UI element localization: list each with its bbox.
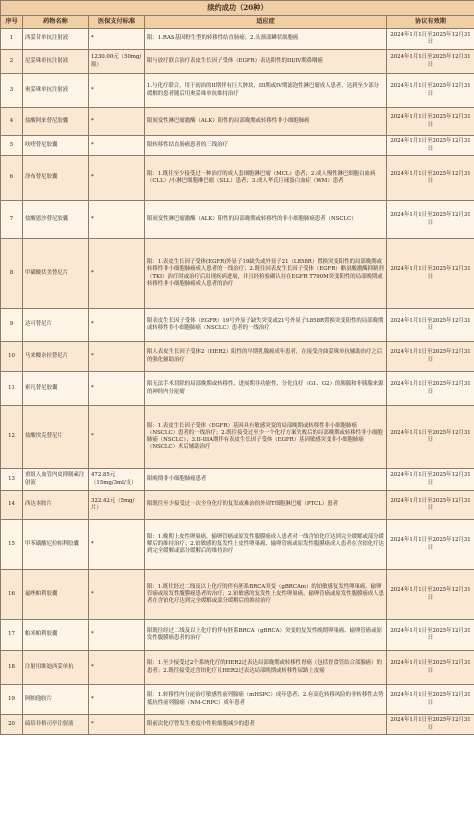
table-row	[1, 108, 474, 136]
validity-period: 2024年1月1日至2025年12月31日	[387, 309, 474, 342]
table-row	[1, 74, 474, 108]
drug-name: 甲苯磺酸尼拉帕利胶囊	[23, 520, 89, 570]
payment-standard: *	[89, 136, 145, 156]
indication: 1.与化疗联合，用于初治的II期伴有巨大肿块、III期或IV期滤泡性淋巴瘤成人患者，达到至少部分缓解的患者随后用奥妥珠单抗维持治疗	[145, 74, 387, 108]
row-index: 12	[1, 406, 23, 469]
row-index: 7	[1, 201, 23, 239]
validity-period: 2024年1月1日至2025年12月31日	[387, 239, 474, 309]
row-index: 18	[1, 651, 23, 685]
row-index: 5	[1, 136, 23, 156]
validity-period: 2024年1月1日至2025年12月31日	[387, 715, 474, 735]
payment-standard: *	[89, 715, 145, 735]
row-index: 20	[1, 715, 23, 735]
indication: 限间变性淋巴瘤激酶（ALK）阳性的局部晚期或转移性的非小细胞肺癌患者（NSCLC）	[145, 201, 387, 239]
table-row	[1, 156, 474, 201]
payment-standard: *	[89, 685, 145, 715]
payment-standard: *	[89, 520, 145, 570]
payment-standard: *	[89, 570, 145, 620]
drug-name: 奥妥珠单抗注射液	[23, 74, 89, 108]
validity-period: 2024年1月1日至2025年12月31日	[387, 156, 474, 201]
row-index: 14	[1, 491, 23, 520]
indication: 限转移性结直肠癌患者的三线治疗	[145, 136, 387, 156]
row-index: 17	[1, 620, 23, 651]
drug-name: 重组人血管内皮抑制素注射液	[23, 469, 89, 491]
indication: 限与放疗联合治疗表皮生长因子受体（EGFR）表达阳性的III/IV期鼻咽癌	[145, 50, 387, 74]
table-title: 续约成功（20种）	[1, 1, 474, 16]
row-index: 19	[1, 685, 23, 715]
validity-period: 2024年1月1日至2025年12月31日	[387, 620, 474, 651]
table-row	[1, 201, 474, 239]
payment-standard: *	[89, 156, 145, 201]
validity-period: 2024年1月1日至2025年12月31日	[387, 685, 474, 715]
validity-period: 2024年1月1日至2025年12月31日	[387, 372, 474, 406]
row-index: 15	[1, 520, 23, 570]
row-index: 9	[1, 309, 23, 342]
payment-standard: *	[89, 372, 145, 406]
payment-standard: *	[89, 620, 145, 651]
header-index: 序号	[1, 16, 23, 29]
payment-standard: 472.85元（15mg/3ml/支）	[89, 469, 145, 491]
indication: 限晚期非小细胞肺癌患者	[145, 469, 387, 491]
drug-name: 盐酸恩沙替尼胶囊	[23, 201, 89, 239]
table-row	[1, 239, 474, 309]
validity-period: 2024年1月1日至2025年12月31日	[387, 50, 474, 74]
indication: 限无法手术切除的局部晚期或转移性、进展期非功能性、分化良好（G1、G2）的胰腺和非胰腺来源的神经内分泌瘤	[145, 372, 387, 406]
payment-standard: *	[89, 74, 145, 108]
indication: 限：1.既往经过二线及以上化疗的伴有胚系BRCA突变（gBRCAm）的铂敏感复发性卵巢癌、输卵管癌或原发性腹膜癌患者的治疗；2.铂敏感的复发性上皮性卵巢癌、输卵管癌或原发性腹膜癌成人患者在含铂化疗达到完全缓解或部分缓解后的维持治疗	[145, 570, 387, 620]
indication: 限表皮生长因子受体（EGFR）19号外显子缺失突变或21号外显子L858R置换突变阳性的局部晚期或转移性非小细胞肺癌（NSCLC）患者的一线治疗	[145, 309, 387, 342]
row-index: 3	[1, 74, 23, 108]
row-index: 1	[1, 29, 23, 50]
row-index: 11	[1, 372, 23, 406]
indication: 限前次化疗曾发生重度中性粒细胞减少的患者	[145, 715, 387, 735]
drug-name: 西达本胺片	[23, 491, 89, 520]
row-index: 10	[1, 342, 23, 372]
drug-name: 注射用维迪西妥单抗	[23, 651, 89, 685]
row-index: 6	[1, 156, 23, 201]
table-row	[1, 406, 474, 469]
validity-period: 2024年1月1日至2025年12月31日	[387, 406, 474, 469]
payment-standard: *	[89, 29, 145, 50]
table-row	[1, 469, 474, 491]
indication: 限：1.至少接受过2个系统化疗的HER2过表达局部晚期或转移性胃癌（包括胃食管结合部腺癌）的患者；2.既往接受过含铂化疗且HER2过表达局部晚期或转移性尿路上皮癌	[145, 651, 387, 685]
indication: 限既往经过二线及以上化疗的伴有胚系BRCA（gBRCA）突变的复发性晚期卵巢癌、输卵管癌或原发性腹膜癌患者的治疗	[145, 620, 387, 651]
indication: 限间变性淋巴瘤激酶（ALK）阳性的局部晚期或转移性非小细胞肺癌	[145, 108, 387, 136]
payment-standard: 1230.00元（50mg/瓶）	[89, 50, 145, 74]
drug-name: 尼妥珠单抗注射液	[23, 50, 89, 74]
row-index: 4	[1, 108, 23, 136]
drug-name: 索凡替尼胶囊	[23, 372, 89, 406]
validity-period: 2024年1月1日至2025年12月31日	[387, 342, 474, 372]
table-row	[1, 29, 474, 50]
drug-name: 硫培非格司亭注射液	[23, 715, 89, 735]
drug-name: 氟唑帕利胶囊	[23, 570, 89, 620]
table-row	[1, 491, 474, 520]
header-drug-name: 药物名称	[23, 16, 89, 29]
drug-name: 西妥昔单抗注射液	[23, 29, 89, 50]
drug-name: 呋喹替尼胶囊	[23, 136, 89, 156]
payment-standard: *	[89, 108, 145, 136]
table-row	[1, 342, 474, 372]
validity-period: 2024年1月1日至2025年12月31日	[387, 108, 474, 136]
drug-name: 达可替尼片	[23, 309, 89, 342]
indication: 限：1.晚期上皮性卵巢癌、输卵管癌或原发性腹膜癌成人患者对一线含铂化疗达到完全缓解或部分缓解后的维持治疗；2.铂敏感的复发性上皮性卵巢癌、输卵管癌或原发性腹膜癌成人患者在含铂化疗达到完全缓解或部分缓解后的维持治疗	[145, 520, 387, 570]
table-title-row	[1, 1, 474, 16]
payment-standard: *	[89, 342, 145, 372]
indication: 限：1.转移性内分泌治疗敏感性前列腺癌（mHSPC）成年患者；2.有高危转移风险的非转移性去势抵抗性前列腺癌（NM-CRPC）成年患者	[145, 685, 387, 715]
validity-period: 2024年1月1日至2025年12月31日	[387, 570, 474, 620]
payment-standard: *	[89, 239, 145, 309]
indication: 限：1.表皮生长因子受体（EGFR）基因具有敏感突变的局部晚期或转移性非小细胞肺癌（NSCLC）患者的一线治疗；2.既往接受过至少一个化疗方案失败后的局部晚期或转移性非小细胞肺癌（NSCLC）；3.II-IIIA期伴有表皮生长因子受体（EGFR）基因敏感突变非小细胞肺癌（NSCLC）术后辅助治疗	[145, 406, 387, 469]
indication: 限：1.既往至少接受过一种治疗的成人套细胞淋巴瘤（MCL）患者；2.成人慢性淋巴细胞白血病（CLL）/小淋巴细胞淋巴瘤（SLL）患者；3.成人华氏巨球蛋白血症（WM）患者	[145, 156, 387, 201]
payment-standard: *	[89, 201, 145, 239]
payment-standard: 322.42元（5mg/片）	[89, 491, 145, 520]
validity-period: 2024年1月1日至2025年12月31日	[387, 491, 474, 520]
drug-name: 马来酸奈拉替尼片	[23, 342, 89, 372]
validity-period: 2024年1月1日至2025年12月31日	[387, 74, 474, 108]
indication: 限既往至少接受过一次全身化疗的复发或难治的外周T细胞淋巴瘤（PTCL）患者	[145, 491, 387, 520]
header-payment-standard: 医保支付标准	[89, 16, 145, 29]
indication: 限人表皮生长因子受体2（HER2）阳性的早期乳腺癌成年患者，在接受含曲妥珠单抗辅助治疗之后的强化辅助治疗	[145, 342, 387, 372]
validity-period: 2024年1月1日至2025年12月31日	[387, 201, 474, 239]
validity-period: 2024年1月1日至2025年12月31日	[387, 29, 474, 50]
row-index: 16	[1, 570, 23, 620]
drug-name: 帕米帕利胶囊	[23, 620, 89, 651]
table-row	[1, 136, 474, 156]
header-row	[1, 16, 474, 29]
table-row	[1, 715, 474, 735]
table-row	[1, 309, 474, 342]
validity-period: 2024年1月1日至2025年12月31日	[387, 136, 474, 156]
table-row	[1, 651, 474, 685]
table-row	[1, 520, 474, 570]
table-row	[1, 685, 474, 715]
payment-standard: *	[89, 406, 145, 469]
drug-name: 泽布替尼胶囊	[23, 156, 89, 201]
drug-name: 阿帕他胺片	[23, 685, 89, 715]
indication: 限：1.RAS基因野生型的转移性结直肠癌；2.头颈部鳞状细胞癌	[145, 29, 387, 50]
validity-period: 2024年1月1日至2025年12月31日	[387, 469, 474, 491]
header-indication: 适应症	[145, 16, 387, 29]
payment-standard: *	[89, 309, 145, 342]
table-row	[1, 372, 474, 406]
drug-name: 盐酸阿来替尼胶囊	[23, 108, 89, 136]
table-row	[1, 50, 474, 74]
drug-name: 甲磺酸伏美替尼片	[23, 239, 89, 309]
row-index: 8	[1, 239, 23, 309]
payment-standard: *	[89, 651, 145, 685]
header-validity: 协议有效期	[387, 16, 474, 29]
row-index: 13	[1, 469, 23, 491]
validity-period: 2024年1月1日至2025年12月31日	[387, 651, 474, 685]
table-row	[1, 620, 474, 651]
indication: 限：1.表皮生长因子受体(EGFR)外显子19缺失或外显子21（L858R）置换突变阳性的局部晚期或转移性非小细胞肺癌成人患者的一线治疗；2.既往因表皮生长因子受体（EGFR）酪氨酸激酶抑制剂（TKI）治疗时或治疗后出现疾病进展，并且经检验确认存在EGFR T790M突变阳性的局部晚期或转移性非小细胞肺癌成人患者的治疗	[145, 239, 387, 309]
validity-period: 2024年1月1日至2025年12月31日	[387, 520, 474, 570]
row-index: 2	[1, 50, 23, 74]
drug-name: 盐酸埃克替尼片	[23, 406, 89, 469]
table-row	[1, 570, 474, 620]
